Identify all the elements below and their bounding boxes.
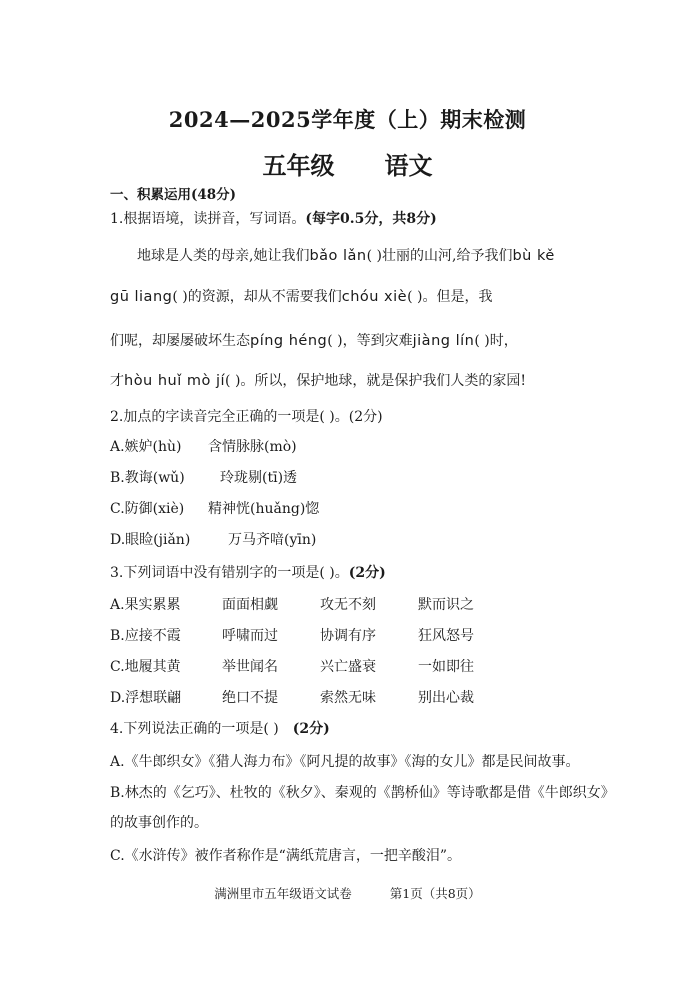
q4-option-b-line2: 的故事创作的。: [110, 815, 208, 831]
q3-b-1: B.应接不霞: [110, 628, 181, 644]
pinyin-pingheng: píng héng: [250, 333, 328, 349]
q2-b-1: B.教诲(wǔ): [110, 470, 185, 486]
q3-c-2: 举世闻名: [222, 659, 278, 675]
q1-score: (每字0.5分，共8分): [305, 211, 437, 227]
pinyin-jianglin: jiàng lín: [412, 333, 475, 349]
q1-line-3: [110, 330, 518, 350]
page-footer: [0, 884, 695, 902]
q2-stem: 2.加点的字读音完全正确的一项是( )。(2分): [110, 409, 383, 425]
q1-l2-text: ( )的资源，却从不需要我们: [172, 289, 342, 305]
q4-option-c: C.《水浒传》被作者称作是“满纸荒唐言，一把辛酸泪”。: [110, 848, 461, 864]
q4-stem-text: 4.下列说法正确的一项是( ): [110, 721, 279, 737]
q3-stem-text: 3.下列词语中没有错别字的一项是( )。: [110, 565, 349, 581]
q4-stem: [110, 718, 330, 738]
section-heading: 一、积累运用(48分): [110, 187, 237, 203]
q4-option-b-line1: B.林杰的《乞巧》、杜牧的《秋夕》、秦观的《鹊桥仙》等诗歌都是借《牛郎织女》: [110, 785, 615, 801]
q1-l3-text-c: ( )时，: [474, 333, 518, 349]
q3-c-1: C.地履其黄: [110, 659, 181, 675]
q3-b-3: 协调有序: [320, 628, 376, 644]
q1-stem: [110, 208, 437, 228]
exam-title: 2024—2025学年度（上）期末检测: [168, 107, 527, 132]
q2-d-1: D.眼睑(jiǎn): [110, 532, 191, 548]
q3-option-a: [110, 594, 474, 614]
q3-a-2: 面面相觑: [222, 597, 278, 613]
q1-l4-text: 才: [110, 373, 124, 389]
q3-option-b: [110, 625, 474, 645]
q3-option-c: [110, 656, 474, 676]
q3-a-4: 默而识之: [418, 597, 474, 613]
q1-l1-text-b: ( )壮丽的山河,给予我们: [366, 248, 513, 264]
q3-d-4: 别出心裁: [418, 690, 474, 706]
q1-l2-text-b: ( )。但是，我: [407, 289, 493, 305]
q2-option-c: [110, 498, 320, 518]
pinyin-chouxie: chóu xiè: [341, 289, 408, 305]
q2-option-d: [110, 529, 317, 549]
pinyin-guliang: gū liang: [110, 289, 173, 305]
q3-c-4: 一如即往: [418, 659, 474, 675]
q3-d-2: 绝口不提: [222, 690, 278, 706]
q3-stem: [110, 562, 386, 582]
q3-b-2: 呼啸而过: [222, 628, 278, 644]
exam-subtitle: [0, 146, 695, 181]
q2-option-a: [110, 436, 297, 456]
q4-option-a: A.《牛郎织女》《猎人海力布》《阿凡提的故事》《海的女儿》都是民间故事。: [110, 754, 580, 770]
q2-d-2: 万马齐喑(yīn): [228, 532, 317, 548]
q2-a-2: 含情脉脉(mò): [208, 439, 297, 455]
q2-c-1: C.防御(xiè): [110, 501, 185, 517]
q3-a-3: 攻无不刻: [320, 597, 376, 613]
q2-option-b: [110, 467, 298, 487]
q1-l3-text-b: ( )，等到灾难: [327, 333, 413, 349]
q3-d-3: 索然无味: [320, 690, 376, 706]
pinyin-houhuimoji: hòu huǐ mò jí: [124, 373, 226, 389]
q1-line-2: [110, 286, 492, 306]
q1-line-1: [137, 245, 555, 265]
q3-c-3: 兴亡盛衰: [320, 659, 376, 675]
q3-a-1: A.果实累累: [110, 597, 181, 613]
q1-line-4: [110, 370, 526, 390]
q1-l1-text: 地球是人类的母亲,她让我们: [137, 248, 310, 264]
footer-page-number: 第1页（共8页）: [389, 886, 481, 901]
q1-l3-text: 们呢，却屡屡破坏生态: [110, 333, 250, 349]
footer-school: 满洲里市五年级语文试卷: [214, 886, 352, 901]
q1-l4-text-b: ( )。所以，保护地球，就是保护我们人类的家园!: [225, 373, 527, 389]
q2-a-1: A.嫉妒(hù): [110, 439, 182, 455]
q2-b-2: 玲珑剔(tī)透: [220, 470, 298, 486]
pinyin-baolan: bǎo lǎn: [309, 248, 367, 264]
pinyin-buke: bù kě: [512, 248, 555, 264]
q2-c-2: 精神恍(huǎng)惚: [208, 501, 320, 517]
grade-label: 五年级: [262, 151, 335, 180]
q3-d-1: D.浮想联翩: [110, 690, 182, 706]
q3-score: (2分): [348, 565, 386, 581]
q1-stem-text: 1.根据语境，读拼音，写词语。: [110, 211, 306, 227]
subject-label: 语文: [384, 151, 433, 180]
q3-option-d: [110, 687, 474, 707]
q3-b-4: 狂风怒号: [418, 628, 474, 644]
q4-score: (2分): [292, 721, 330, 737]
